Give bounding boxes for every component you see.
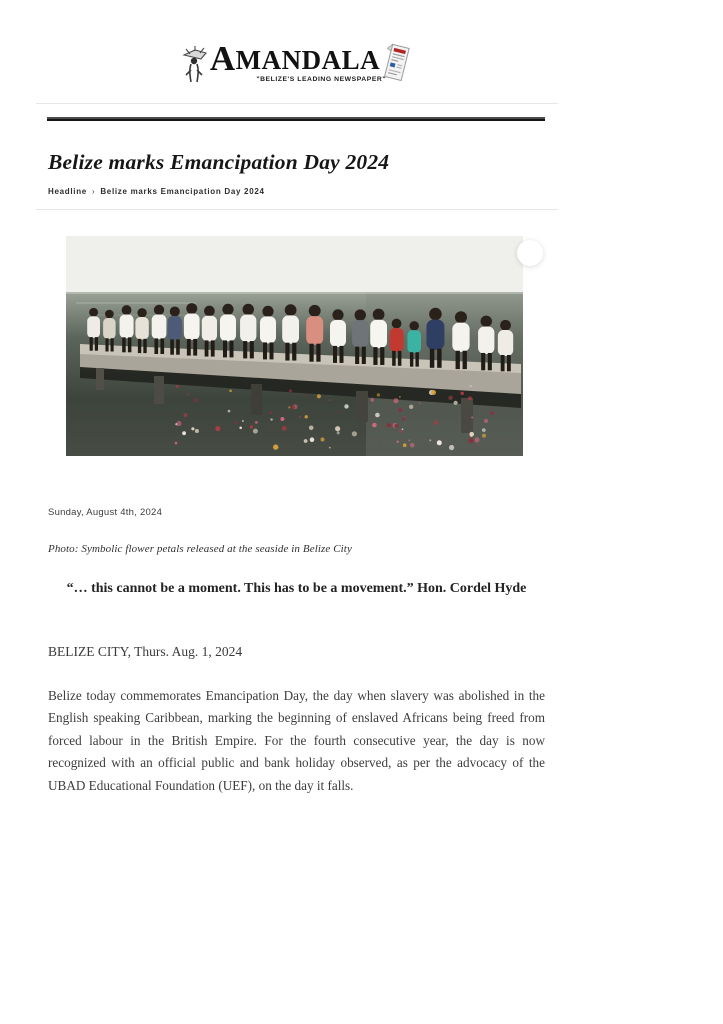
publish-date: Sunday, August 4th, 2024 xyxy=(48,507,163,518)
masthead-logo[interactable] xyxy=(48,39,545,92)
photo-lightbox-button[interactable] xyxy=(517,240,543,266)
mascot-icon xyxy=(181,46,209,86)
pull-quote: “… this cannot be a moment. This has to be a movement.” Hon. Cordel Hyde xyxy=(66,581,527,596)
breadcrumb xyxy=(48,187,265,196)
photo-scene xyxy=(66,236,523,456)
top-hairline-divider xyxy=(36,103,558,104)
logo-first-letter: A xyxy=(209,39,236,78)
mid-hairline-divider xyxy=(36,209,558,210)
wordmark-column xyxy=(209,39,387,83)
logo-row xyxy=(181,39,412,86)
dateline: BELIZE CITY, Thurs. Aug. 1, 2024 xyxy=(48,644,243,659)
photo-caption: Photo: Symbolic flower petals released at the seaside in Belize City xyxy=(48,543,352,555)
newspaper-icon xyxy=(382,43,412,85)
logo-wordmark xyxy=(209,39,381,78)
logo-tagline: "BELIZE'S LEADING NEWSPAPER" xyxy=(256,76,387,83)
breadcrumb-separator-icon: › xyxy=(91,187,96,196)
logo-rest: MANDALA xyxy=(235,45,381,75)
article-photo[interactable] xyxy=(66,236,523,456)
article-body-paragraph: Belize today commemorates Emancipation Day, the day when slavery was abolished in the English speaking Caribbean, marking the beginning of enslaved Africans being freed from forced labour in the British Empire. For the fourth consecutive year, the day is now recognized with an official public and bank holiday observed, as per the advocacy of the UBAD Educational Foundation (UEF), on the day it falls. xyxy=(48,688,545,793)
headline-rule-divider xyxy=(47,117,545,121)
breadcrumb-section-link[interactable]: Headline xyxy=(48,187,87,196)
page-title: Belize marks Emancipation Day 2024 xyxy=(48,150,390,174)
breadcrumb-current: Belize marks Emancipation Day 2024 xyxy=(100,187,265,196)
